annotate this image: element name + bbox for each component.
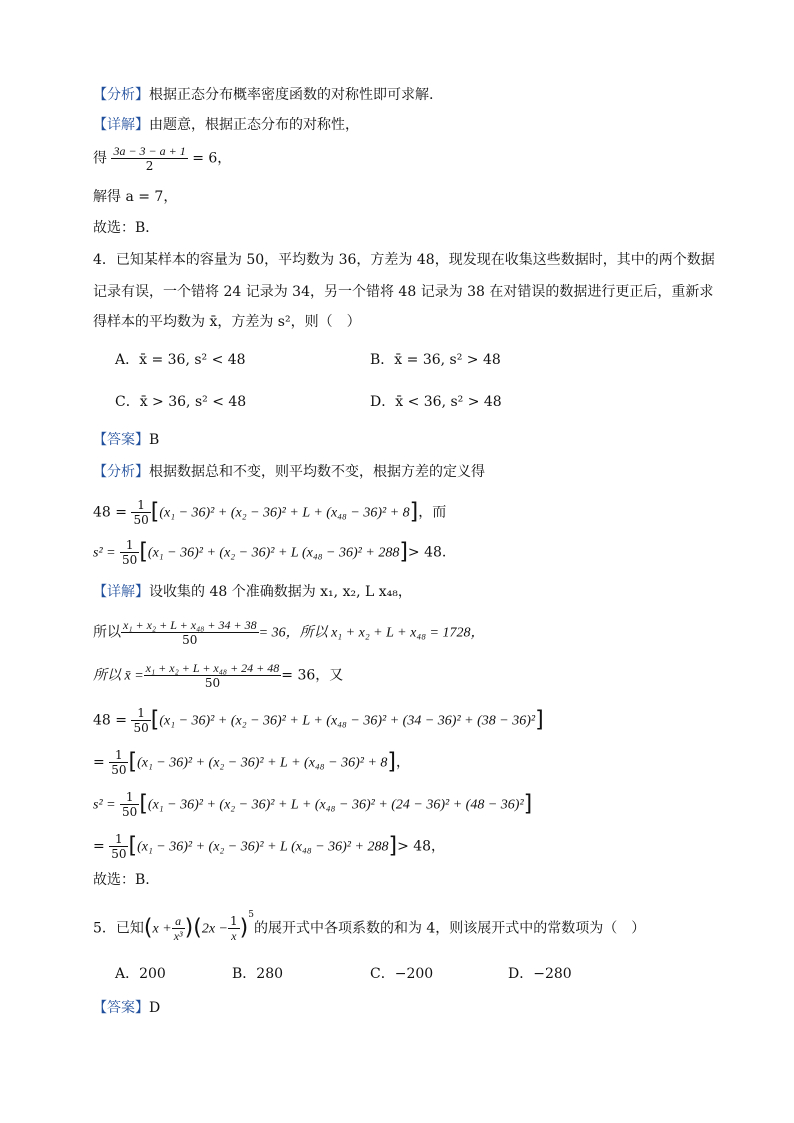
q3-eq1-prefix: 得	[93, 150, 107, 167]
q3-equation-1	[93, 144, 231, 173]
q4-d1-rhs: = 36，所以 x₁ + x₂ + L + x₄₈ = 1728，	[258, 625, 485, 641]
q4-d4-lhs: =	[93, 754, 105, 771]
frac-num: 1	[120, 790, 139, 805]
q4-d1-prefix: 所以	[93, 624, 121, 641]
q3-analysis-text: 根据正态分布概率密度函数的对称性即可求解.	[149, 87, 434, 103]
analysis-tag: 【分析】	[93, 464, 149, 480]
frac-num: a	[172, 914, 185, 929]
q4-stem-line-3: 得样本的平均数为 x̄，方差为 s²，则（ ）	[93, 314, 361, 330]
q3-detail-line	[93, 115, 359, 135]
left-paren: (	[193, 915, 202, 941]
q4-answer: B	[149, 432, 160, 448]
left-bracket: [	[128, 833, 138, 859]
q4-analysis-eq2	[93, 538, 446, 567]
q4-detail-line	[93, 582, 412, 602]
q4-d3-fraction	[131, 706, 150, 735]
q5-stem	[93, 909, 646, 943]
q5-stem-prefix: 5．已知	[93, 920, 144, 937]
q3-eq1-rhs: = 6，	[192, 150, 232, 167]
q4-d5-fraction	[120, 790, 139, 819]
q4-d2-rhs: = 36，又	[281, 667, 344, 684]
analysis-tag: 【分析】	[93, 87, 149, 103]
q4-d5-lhs: s² =	[93, 797, 116, 813]
q3-eq1-fraction	[111, 144, 187, 173]
q4-analysis-line	[93, 462, 485, 482]
frac-num: 1	[229, 914, 238, 928]
left-bracket: [	[128, 749, 138, 775]
q4-detail-eq6	[93, 832, 445, 861]
q4-d6-body: (x₁ − 36)² + (x₂ − 36)² + L (x₄₈ − 36)² + 288	[137, 839, 389, 855]
frac-den: 50	[133, 721, 149, 735]
frac-den: 50	[111, 847, 127, 861]
q4-a-eq2-tail: > 48.	[407, 544, 447, 561]
q5-option-d: D．−280	[508, 966, 572, 982]
q4-a-eq1-body: (x₁ − 36)² + (x₂ − 36)² + L + (x₄₈ − 36)² + 8	[159, 505, 410, 521]
q4-answer-line	[93, 430, 159, 450]
q4-d3-lhs: 48 =	[93, 712, 127, 729]
answer-tag: 【答案】	[93, 1000, 149, 1016]
q4-option-d: D．x̄ < 36, s² > 48	[370, 394, 502, 410]
q5-option-c: C．−200	[370, 966, 434, 982]
frac-num: 1	[131, 498, 150, 513]
q4-d2-numerator: x₁ + x₂ + L + x₄₈ + 24 + 48	[145, 661, 280, 675]
q3-eq1-denominator: 2	[145, 159, 154, 173]
q4-d4-body: (x₁ − 36)² + (x₂ − 36)² + L + (x₄₈ − 36)² + 8	[137, 755, 388, 771]
right-paren: )	[239, 915, 249, 941]
frac-den: 50	[133, 513, 149, 527]
q4-a-eq2-body: (x₁ − 36)² + (x₂ − 36)² + L (x₄₈ − 36)² + 288	[147, 545, 400, 561]
right-bracket: ]	[523, 791, 533, 817]
right-bracket: ]	[387, 749, 396, 775]
detail-tag: 【详解】	[93, 584, 149, 600]
answer-tag: 【答案】	[93, 432, 149, 448]
q3-equation-2: 解得 a = 7，	[93, 189, 178, 205]
frac-num: 1	[131, 706, 150, 721]
q4-analysis-text: 根据数据总和不变，则平均数不变，根据方差的定义得	[149, 464, 485, 480]
q4-detail-eq5	[93, 790, 532, 819]
q4-d2-fraction	[144, 661, 282, 690]
left-bracket: [	[150, 707, 160, 733]
right-paren: )	[184, 915, 194, 941]
q5-stem-suffix: 的展开式中各项系数的和为 4，则该展开式中的常数项为（ ）	[253, 920, 646, 937]
left-bracket: [	[150, 499, 160, 525]
q4-detail-eq4	[93, 748, 410, 777]
q4-choice: 故选：B.	[93, 872, 150, 888]
q4-a-eq2-lhs: s² =	[93, 545, 116, 561]
q4-a-eq1-lhs: 48 =	[93, 504, 127, 521]
frac-den: 50	[122, 553, 138, 567]
q4-stem-line-2: 记录有误，一个错将 24 记录为 34，另一个错将 48 记录为 38 在对错误的数据进行更正后，重新求	[93, 284, 714, 300]
q4-detail-eq1	[93, 618, 485, 647]
right-bracket: ]	[388, 833, 398, 859]
q5-a-over-x3	[172, 914, 185, 943]
right-bracket: ]	[399, 539, 408, 565]
q4-stem-line-1: 4．已知某样本的容量为 50，平均数为 36，方差为 48，现发现在收集这些数据时，其中的两个数据	[93, 252, 715, 268]
frac-den: 50	[111, 763, 127, 777]
q5-one-over-x	[228, 914, 240, 943]
q3-choice: 故选：B．	[93, 220, 160, 236]
q4-d6-tail: > 48，	[397, 838, 446, 855]
q4-d4-fraction	[109, 748, 128, 777]
q4-detail-eq3	[93, 706, 544, 735]
q3-detail-text: 由题意，根据正态分布的对称性，	[149, 117, 359, 133]
q4-option-b: B．x̄ = 36, s² > 48	[370, 352, 501, 368]
q4-d2-denominator: 50	[204, 676, 221, 690]
q5-factor-1: x +	[152, 921, 172, 937]
q4-d1-fraction	[121, 618, 259, 647]
q4-d3-body: (x₁ − 36)² + (x₂ − 36)² + L + (x₄₈ − 36)² + (34 − 36)² + (38 − 36)²	[159, 713, 536, 729]
left-bracket: [	[139, 539, 148, 565]
q4-d1-numerator: x₁ + x₂ + L + x₄₈ + 34 + 38	[123, 618, 257, 632]
q5-factor-2: 2x −	[201, 921, 228, 937]
q4-a-eq1-fraction	[131, 498, 150, 527]
q4-d6-fraction	[109, 832, 128, 861]
q5-answer: D	[149, 1000, 161, 1016]
q4-d6-lhs: =	[93, 838, 105, 855]
q4-a-eq1-tail: ，而	[418, 504, 447, 521]
q3-analysis-line	[93, 85, 433, 105]
detail-tag: 【详解】	[93, 117, 149, 133]
q5-exponent: 5	[248, 909, 254, 920]
q4-d4-tail: ，	[396, 754, 410, 771]
q4-d5-body: (x₁ − 36)² + (x₂ − 36)² + L + (x₄₈ − 36)² + (24 − 36)² + (48 − 36)²	[147, 797, 524, 813]
q4-option-c: C．x̄ > 36, s² < 48	[115, 394, 247, 410]
frac-den: 50	[122, 805, 138, 819]
right-bracket: ]	[535, 707, 544, 733]
frac-den: x	[231, 929, 237, 943]
q4-analysis-eq1	[93, 498, 446, 527]
q5-option-a: A．200	[115, 966, 166, 982]
left-paren: (	[143, 915, 153, 941]
frac-den: x³	[173, 929, 183, 943]
frac-num: 1	[120, 538, 139, 553]
right-bracket: ]	[409, 499, 419, 525]
left-bracket: [	[139, 791, 148, 817]
q4-d2-prefix: 所以 x̄ =	[93, 668, 144, 684]
q4-option-a: A．x̄ = 36, s² < 48	[115, 352, 246, 368]
q5-option-b: B．280	[232, 966, 284, 982]
frac-num: 1	[109, 832, 128, 847]
q4-detail-eq2	[93, 661, 343, 690]
q3-eq1-numerator: 3a − 3 − a + 1	[113, 144, 186, 158]
q5-answer-line	[93, 998, 160, 1018]
q4-detail-text: 设收集的 48 个准确数据为 x₁, x₂, L x₄₈，	[149, 584, 412, 600]
q4-a-eq2-fraction	[120, 538, 139, 567]
q4-d1-denominator: 50	[182, 633, 198, 647]
frac-num: 1	[109, 748, 128, 763]
